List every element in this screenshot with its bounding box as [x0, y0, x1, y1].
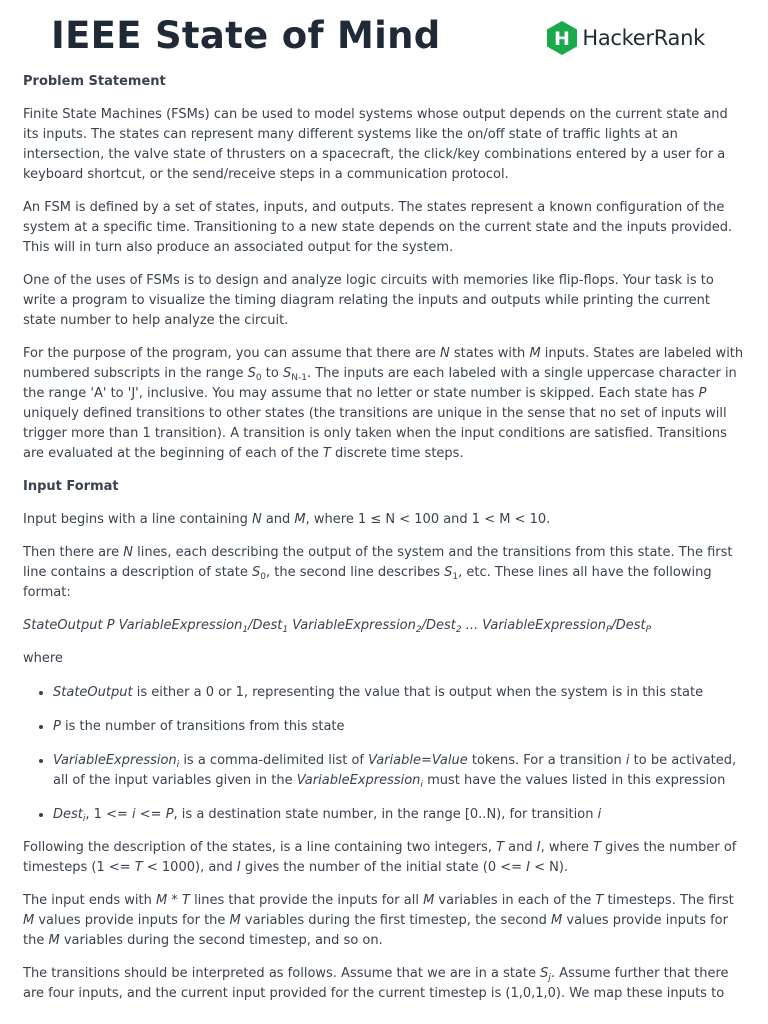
list-item-dest: • Dest$_i$, 1 <= i <= P, is a destination state number, in the range [0..N), for transition i [53, 804, 745, 825]
paragraph-transitions: The transitions should be interpreted as follows. Assume that we are in a state $S_j$. Assume further that there are four inputs, and the current input provided for the current timestep is (1,0,1,0). We map these inputs to [23, 966, 729, 1001]
paragraph-input-lines: The input ends with M * T lines that provide the inputs for all M variables in each of the T timesteps. The first M values provide inputs for the M variables during the first timestep, the second M values provide inputs for the M variables during the second timestep, and so on. [23, 893, 734, 948]
paragraph-timesteps: Following the description of the states, is a line containing two integers, T and I, where T gives the number of timesteps (1 <= T < 1000), and I gives the number of the initial state (0 <= I < N). [23, 840, 737, 875]
hackerrank-logo[interactable] [545, 20, 705, 56]
svg-text:H: H [554, 28, 571, 50]
paragraph-program-assumptions: For the purpose of the program, you can assume that there are N states with M inputs. States are labeled with numbered subscripts in the range $S_0$ to $S_{N-1}$. The inputs are each labeled with a single uppercase character in the range 'A' to 'J', inclusive. You may assume that no letter or state number is skipped. Each state has P uniquely defined transitions to other states (the transitions are unique in the sense that no set of inputs will trigger more than 1 transition). A transition is only taken when the input conditions are satisfied. Transitions are evaluated at the beginning of each of the T discrete time steps. [23, 346, 744, 461]
problem-statement-heading: Problem Statement [23, 74, 166, 89]
paragraph-state-lines: Then there are N lines, each describing the output of the system and the transitions from this state. The first line contains a description of state $S_0$, the second line describes $S_1$, etc. These lines all have the following format: [23, 545, 733, 600]
paragraph-fsm-uses: One of the uses of FSMs is to design and analyze logic circuits with memories like flip-flops. Your task is to write a program to visualize the timing diagram relating the inputs and outputs while printing the current state number to help analyze the circuit. [23, 273, 714, 328]
format-definitions-list [23, 682, 745, 825]
page-title: IEEE State of Mind [51, 14, 441, 57]
logo-text: HackerRank [582, 26, 705, 50]
list-item-p: • P is the number of transitions from this state [53, 716, 745, 737]
header [23, 0, 745, 70]
paragraph-fsm-definition: An FSM is defined by a set of states, inputs, and outputs. The states represent a known configuration of the system at a specific time. Transitioning to a new state depends on the current state and the inputs provided. This will in turn also produce an associated output for the system. [23, 200, 733, 255]
paragraph-first-line: Input begins with a line containing N and M, where 1 ≤ N < 100 and 1 < M < 10. [23, 512, 551, 527]
hackerrank-logo-icon [545, 20, 579, 56]
state-line-format: StateOutput P VariableExpression$_1$/Dest$_1$ VariableExpression$_2$/Dest$_2$ ... VariableExpression$_P$/Dest$_P$ [23, 618, 652, 635]
paragraph-intro: Finite State Machines (FSMs) can be used to model systems whose output depends on the current state and its inputs. The states can represent many different systems like the on/off state of traffic lights at an intersection, the valve state of thrusters on a spacecraft, the click/key combinations entered by a user for a keyboard shortcut, or the send/receive steps in a communication protocol. [23, 107, 728, 182]
where-label: where [23, 651, 63, 666]
input-format-heading: Input Format [23, 479, 119, 494]
list-item-variable-expression: • VariableExpression$_i$ is a comma-delimited list of Variable=Value tokens. For a transition i to be activated, all of the input variables given in the VariableExpression$_i$ must have the values listed in this expression [53, 750, 745, 791]
list-item-state-output: • StateOutput is either a 0 or 1, representing the value that is output when the system is in this state [53, 682, 745, 703]
